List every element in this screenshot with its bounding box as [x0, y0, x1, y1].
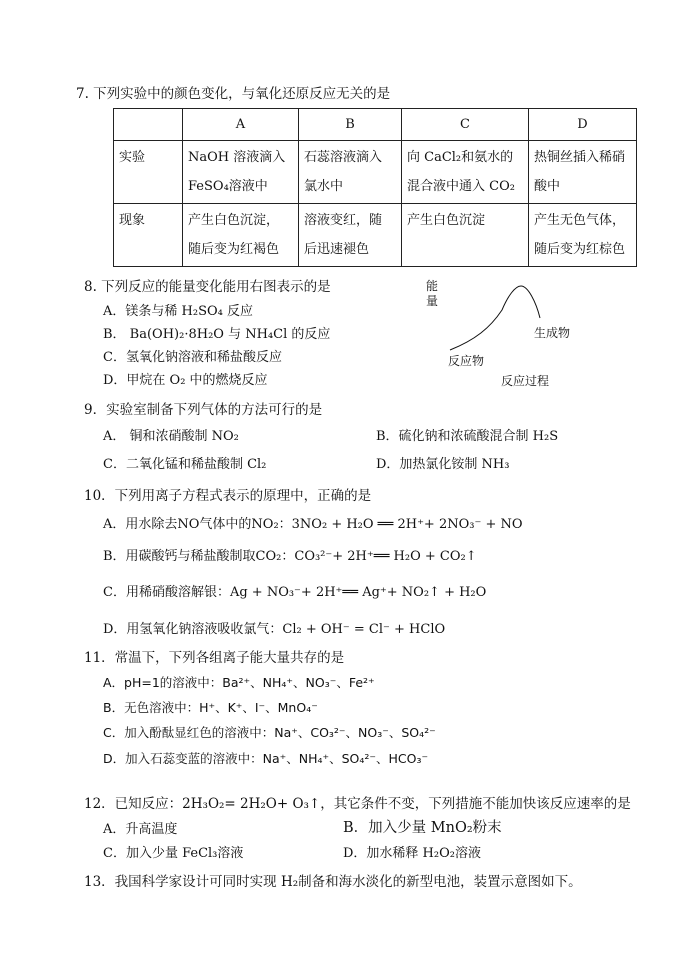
q12-option-c: C．加入少量 FeCl₃溶液: [103, 846, 244, 861]
table-row: [114, 141, 637, 204]
q7-experiment-table: [113, 108, 637, 267]
row-label: 现象: [114, 204, 183, 267]
y-axis-label-char: 能: [426, 279, 439, 293]
q9-option-b: B．硫化钠和浓硫酸混合制 H₂S: [376, 429, 559, 444]
q8-option-d: D．甲烷在 O₂ 中的燃烧反应: [103, 373, 268, 388]
energy-curve: [450, 286, 540, 350]
cell-line: 产生白色沉淀，: [188, 213, 280, 228]
q8-option-b: B． Ba(OH)₂·8H₂O 与 NH₄Cl 的反应: [103, 327, 331, 342]
q9-stem: 9．实验室制备下列气体的方法可行的是: [84, 402, 323, 418]
table-cell: [183, 204, 299, 267]
table-header-cell: C: [402, 109, 529, 141]
q10-option-b: B．用碳酸钙与稀盐酸制取CO₂：CO₃²⁻+ 2H⁺══ H₂O + CO₂↑: [103, 549, 477, 564]
q8-stem: 8. 下列反应的能量变化能用右图表示的是: [84, 279, 331, 295]
table-header-cell: B: [299, 109, 402, 141]
y-axis-label-char: 量: [426, 294, 439, 308]
q11-option-b: B．无色溶液中：H⁺、K⁺、I⁻、MnO₄⁻: [103, 700, 318, 715]
q10-option-a: A．用水除去NO气体中的NO₂：3NO₂ + H₂O ══ 2H⁺+ 2NO₃⁻ + NO: [103, 517, 523, 532]
q8-option-c: C．氢氧化钠溶液和稀盐酸反应: [103, 350, 282, 365]
cell-line: 产生白色沉淀: [407, 213, 486, 228]
cell-line: 酸中: [534, 179, 561, 194]
table-row: [114, 204, 637, 267]
cell-line: 石蕊溶液滴入: [304, 150, 383, 165]
cell-line: FeSO₄溶液中: [188, 179, 268, 194]
cell-line: 后迅速褪色: [304, 242, 370, 257]
q12-option-d: D．加水稀释 H₂O₂溶液: [343, 846, 481, 861]
cell-line: 热铜丝插入稀硝: [534, 150, 626, 165]
q7-stem: 7. 下列实验中的颜色变化，与氧化还原反应无关的是: [76, 86, 391, 102]
cell-line: 氯水中: [304, 179, 344, 194]
cell-line: 随后变为红棕色: [534, 242, 626, 257]
table-header-cell: D: [529, 109, 637, 141]
q13-stem: 13．我国科学家设计可同时实现 H₂制备和海水淡化的新型电池，装置示意图如下。: [84, 874, 582, 890]
row-label: 实验: [114, 141, 183, 204]
q11-stem: 11．常温下，下列各组离子能大量共存的是: [84, 650, 345, 666]
table-cell: [402, 141, 529, 204]
x-axis-label: 反应过程: [501, 374, 550, 388]
table-header-cell: A: [183, 109, 299, 141]
table-cell: [299, 141, 402, 204]
q12-option-a: A．升高温度: [103, 822, 178, 837]
q11-option-c: C．加入酚酞显红色的溶液中：Na⁺、CO₃²⁻、NO₃⁻、SO₄²⁻: [103, 725, 436, 740]
table-cell: [529, 141, 637, 204]
table-cell: [529, 204, 637, 267]
q9-option-c: C．二氧化锰和稀盐酸制 Cl₂: [103, 457, 267, 472]
q10-stem: 10．下列用离子方程式表示的原理中，正确的是: [84, 488, 372, 504]
cell-line: 向 CaCl₂和氨水的: [407, 150, 514, 165]
table-cell: [183, 141, 299, 204]
q11-option-d: D．加入石蕊变蓝的溶液中：Na⁺、NH₄⁺、SO₄²⁻、HCO₃⁻: [103, 751, 429, 766]
cell-line: 溶液变红，随: [304, 213, 383, 228]
q9-option-d: D．加热氯化铵制 NH₃: [376, 457, 510, 472]
q12-stem: 12．已知反应：2H₃O₂= 2H₂O+ O₃↑，其它条件不变，下列措施不能加快该反应速率的是: [84, 796, 631, 812]
table-cell: [402, 204, 529, 267]
q9-option-a: A． 铜和浓硝酸制 NO₂: [103, 429, 239, 444]
q11-option-a: A．pH=1的溶液中：Ba²⁺、NH₄⁺、NO₃⁻、Fe²⁺: [103, 675, 375, 690]
cell-line: 随后变为红褐色: [188, 242, 280, 257]
q12-option-b: B．加入少量 MnO₂粉末: [343, 820, 502, 836]
q10-option-d: D．用氢氧化钠溶液吸收氯气：Cl₂ + OH⁻ = Cl⁻ + HClO: [103, 622, 446, 637]
q10-option-c: C．用稀硝酸溶解银：Ag + NO₃⁻+ 2H⁺══ Ag⁺+ NO₂↑ + H₂O: [103, 585, 487, 600]
table-cell: [299, 204, 402, 267]
product-label: 生成物: [534, 326, 571, 340]
q8-option-a: A．镁条与稀 H₂SO₄ 反应: [103, 304, 253, 319]
reactant-label: 反应物: [448, 354, 485, 368]
energy-diagram: [420, 278, 590, 390]
cell-line: NaOH 溶液滴入: [188, 150, 286, 165]
table-header-cell: [114, 109, 183, 141]
table-header-row: [114, 109, 637, 141]
cell-line: 产生无色气体，: [534, 213, 626, 228]
cell-line: 混合液中通入 CO₂: [407, 179, 515, 194]
